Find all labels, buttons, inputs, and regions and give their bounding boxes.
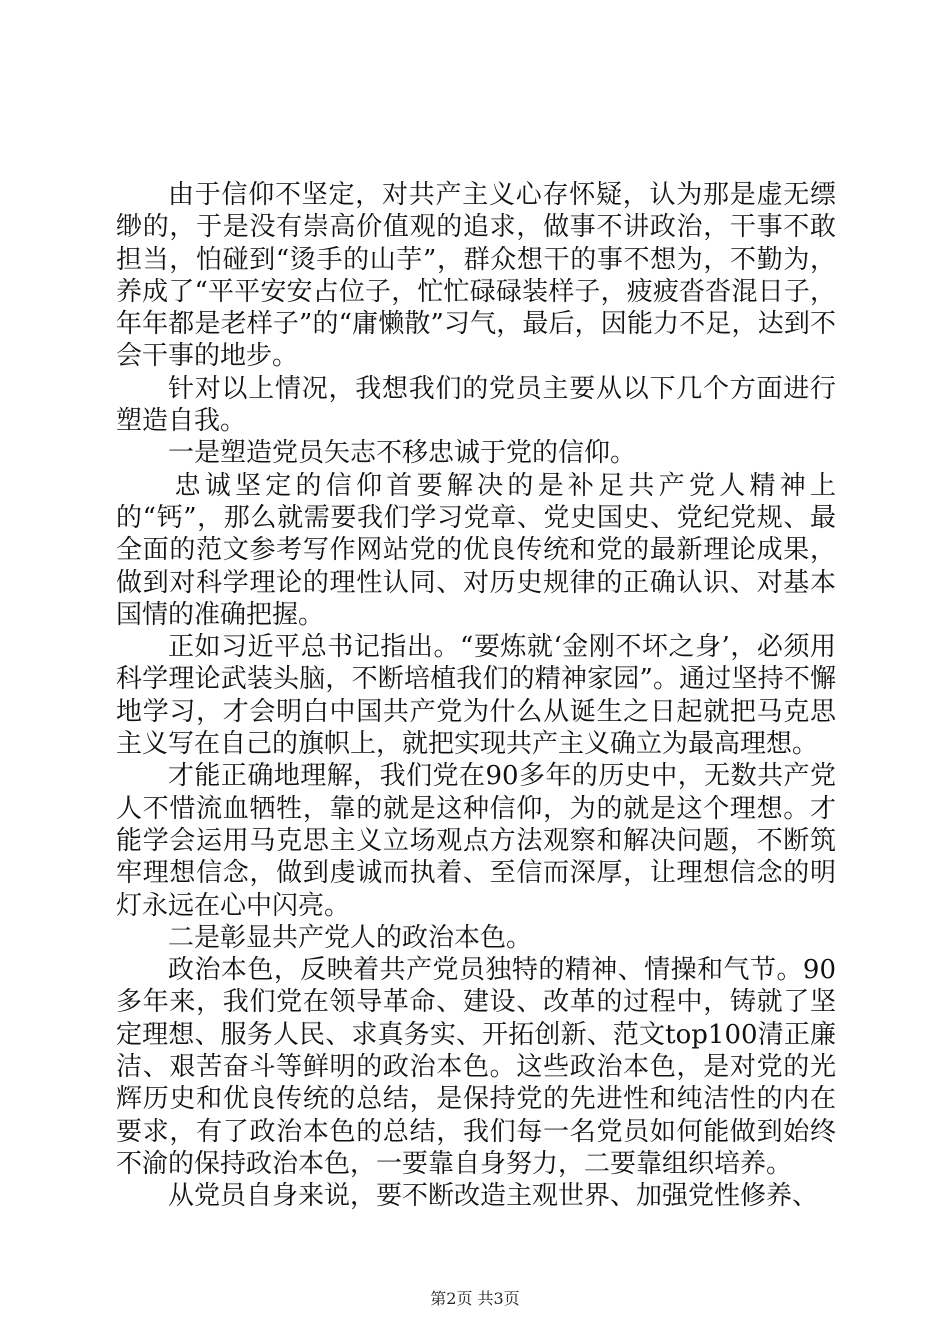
paragraph-2: 针对以上情况，我想我们的党员主要从以下几个方面进行塑造自我。 xyxy=(116,373,836,437)
paragraph-3-heading: 一是塑造党员矢志不移忠诚于党的信仰。 xyxy=(168,438,637,469)
paragraph-4: 忠诚坚定的信仰首要解决的是补足共产党人精神上的“钙”，那么就需要我们学习党章、党史国史、党纪党规、最全面的范文参考写作网站党的优良传统和党的最新理论成果，做到对科学理论的理性认同、对历史规律的正确认识、对基本国情的准确把握。 xyxy=(116,470,836,630)
paragraph-6: 才能正确地理解，我们党在90多年的历史中，无数共产党人不惜流血牺牲，靠的就是这种信仰，为的就是这个理想。才能学会运用马克思主义立场观点方法观察和解决问题，不断筑牢理想信念，做到虔诚而执着、至信而深厚，让理想信念的明灯永远在心中闪亮。 xyxy=(116,761,836,921)
paragraph-5: 正如习近平总书记指出。“要炼就‘金刚不坏之身’，必须用科学理论武装头脑，不断培植我们的精神家园”。通过坚持不懈地学习，才会明白中国共产党为什么从诞生之日起就把马克思主义写在自己的旗帜上，就把实现共产主义确立为最高理想。 xyxy=(116,632,836,760)
paragraph-8: 政治本色，反映着共产党员独特的精神、情操和气节。90多年来，我们党在领导革命、建设、改革的过程中，铸就了坚定理想、服务人民、求真务实、开拓创新、范文top100清正廉洁、艰苦奋斗等鲜明的政治本色。这些政治本色，是对党的光辉历史和优良传统的总结，是保持党的先进性和纯洁性的内在要求，有了政治本色的总结，我们每一名党员如何能做到始终不渝的保持政治本色，一要靠自身努力，二要靠组织培养。 xyxy=(116,955,836,1179)
paragraph-9: 从党员自身来说，要不断改造主观世界、加强党性修养、 xyxy=(168,1181,819,1212)
page-footer: 第2页 共3页 xyxy=(430,1289,520,1308)
document-body xyxy=(116,179,836,1213)
paragraph-7-heading: 二是彰显共产党人的政治本色。 xyxy=(168,922,533,953)
paragraph-1: 由于信仰不坚定，对共产主义心存怀疑，认为那是虚无缥缈的，于是没有崇高价值观的追求，做事不讲政治，干事不敢担当，怕碰到“烫手的山芋”，群众想干的事不想为，不勤为，养成了“平平安安占位子，忙忙碌碌装样子，疲疲沓沓混日子，年年都是老样子”的“庸懒散”习气，最后，因能力不足，达到不会干事的地步。 xyxy=(116,180,836,372)
